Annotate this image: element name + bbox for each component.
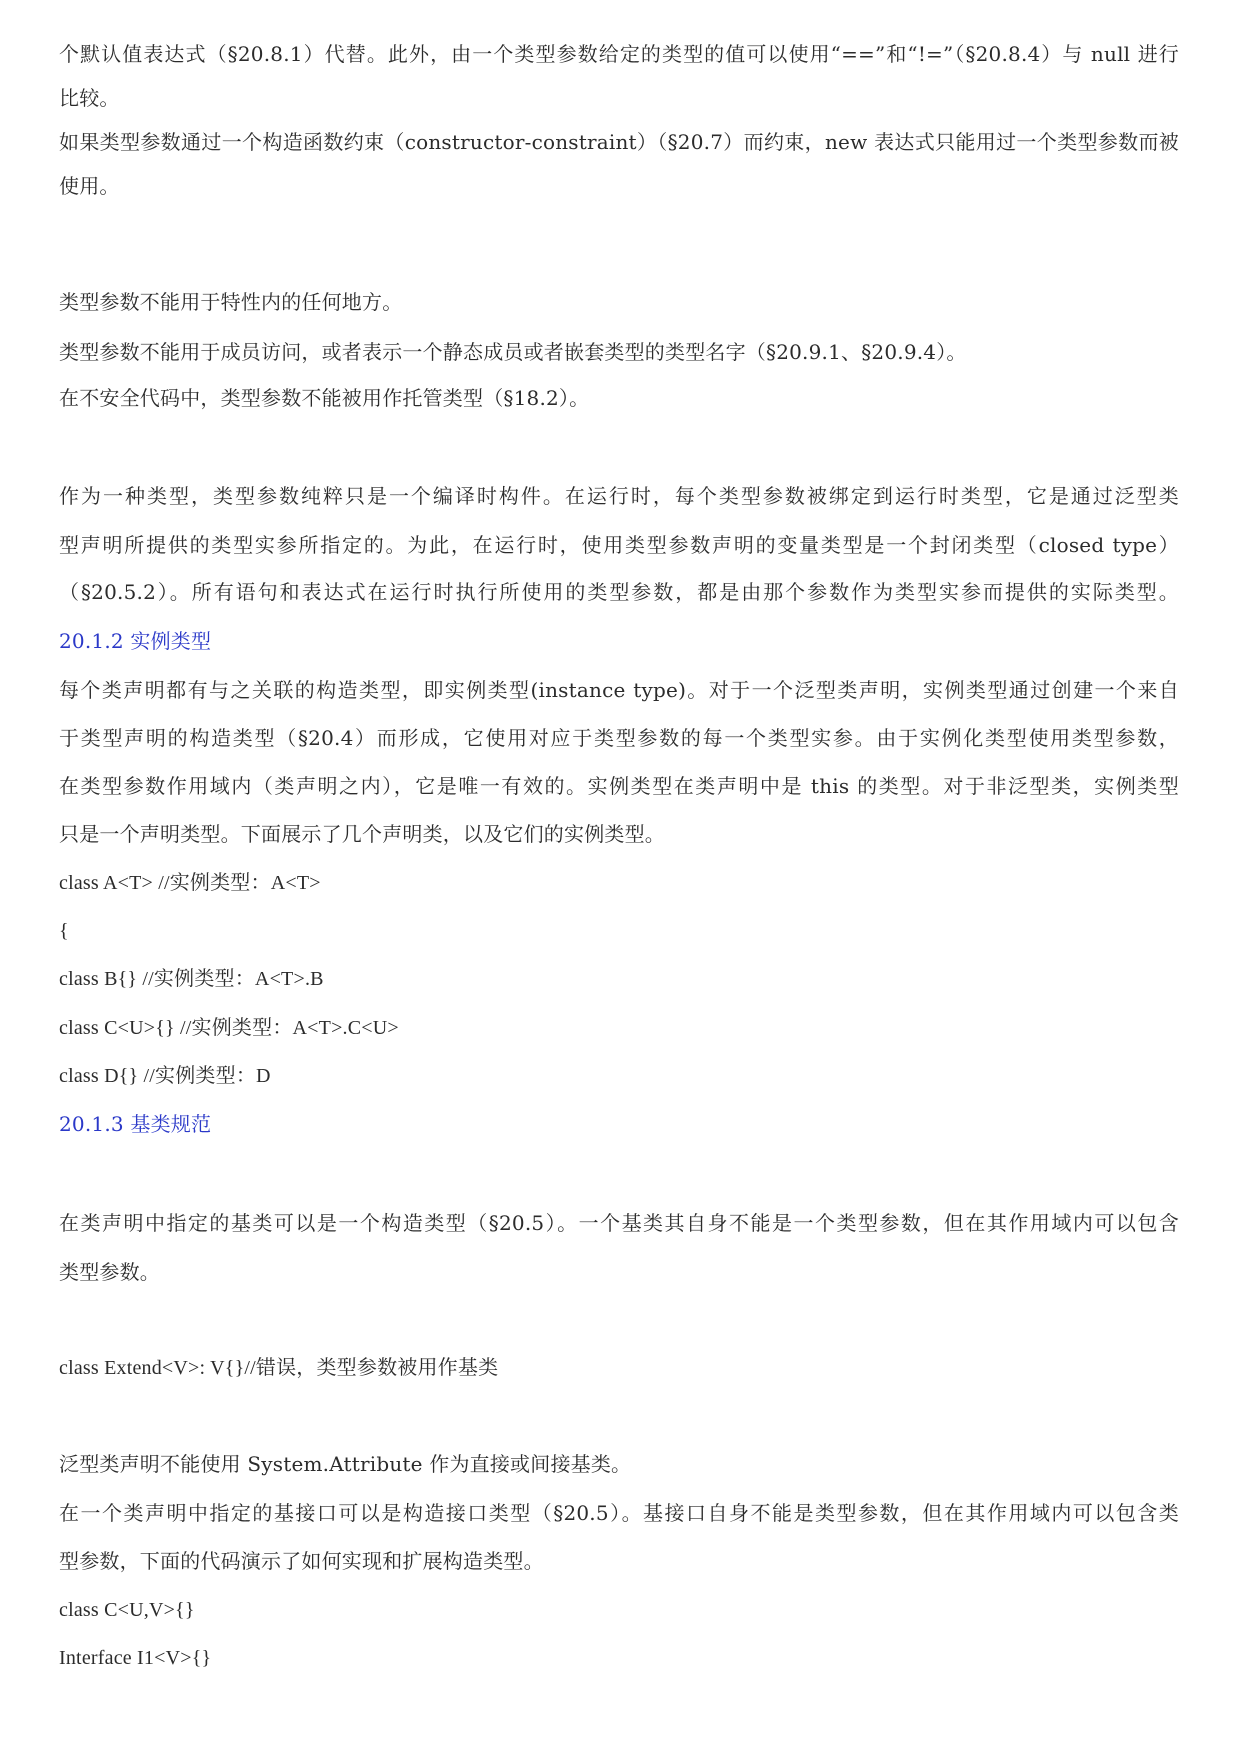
- paragraph-line: 类型参数。: [59, 1260, 160, 1284]
- code-line: class B{} //实例类型：A<T>.B: [59, 968, 324, 990]
- paragraph-line: 在类声明中指定的基类可以是一个构造类型（§20.5）。一个基类其自身不能是一个类型参数，但在其作用域内可以包含: [59, 1211, 1179, 1235]
- code-line: class C<U,V>{}: [59, 1599, 195, 1621]
- paragraph-line: 只是一个声明类型。下面展示了几个声明类，以及它们的实例类型。: [59, 822, 665, 846]
- paragraph-line: 类型参数不能用于成员访问，或者表示一个静态成员或者嵌套类型的类型名字（§20.9.1、§20.9.4）。: [59, 340, 967, 364]
- paragraph-line: 泛型类声明不能使用 System.Attribute 作为直接或间接基类。: [59, 1452, 632, 1476]
- paragraph-line: 类型参数不能用于特性内的任何地方。: [59, 290, 403, 314]
- paragraph-line: 在一个类声明中指定的基接口可以是构造接口类型（§20.5）。基接口自身不能是类型参数，但在其作用域内可以包含类: [59, 1501, 1179, 1525]
- paragraph-line: 在类型参数作用域内（类声明之内），它是唯一有效的。实例类型在类声明中是 this 的类型。对于非泛型类，实例类型: [59, 774, 1179, 798]
- code-line: {: [59, 920, 69, 942]
- paragraph-line: 在不安全代码中，类型参数不能被用作托管类型（§18.2）。: [59, 386, 590, 410]
- paragraph-line: 如果类型参数通过一个构造函数约束（constructor-constraint）（§20.7）而约束，new 表达式只能用过一个类型参数而被: [59, 130, 1179, 154]
- code-line: class C<U>{} //实例类型：A<T>.C<U>: [59, 1017, 399, 1039]
- section-heading-instance-type: 20.1.2 实例类型: [59, 629, 212, 653]
- paragraph-line: 个默认值表达式（§20.8.1）代替。此外，由一个类型参数给定的类型的值可以使用“==”和“!=”（§20.8.4）与 null 进行: [59, 42, 1179, 66]
- code-line: Interface I1<V>{}: [59, 1647, 212, 1669]
- paragraph-line: 于类型声明的构造类型（§20.4）而形成，它使用对应于类型参数的每一个类型实参。由于实例化类型使用类型参数，: [59, 726, 1179, 750]
- paragraph-line: 作为一种类型，类型参数纯粹只是一个编译时构件。在运行时，每个类型参数被绑定到运行时类型，它是通过泛型类: [59, 484, 1179, 508]
- paragraph-line: 型参数，下面的代码演示了如何实现和扩展构造类型。: [59, 1549, 544, 1573]
- paragraph-line: 使用。: [59, 174, 120, 198]
- section-heading-base-class: 20.1.3 基类规范: [59, 1112, 212, 1136]
- paragraph-line: 每个类声明都有与之关联的构造类型，即实例类型(instance type)。对于一个泛型类声明，实例类型通过创建一个来自: [59, 678, 1179, 702]
- paragraph-line: 型声明所提供的类型实参所指定的。为此，在运行时，使用类型参数声明的变量类型是一个封闭类型（closed type）: [59, 533, 1179, 557]
- code-line: class D{} //实例类型：D: [59, 1065, 271, 1087]
- code-line: class A<T> //实例类型：A<T>: [59, 872, 321, 894]
- paragraph-line: 比较。: [59, 86, 120, 110]
- paragraph-line: （§20.5.2）。所有语句和表达式在运行时执行所使用的类型参数，都是由那个参数作为类型实参而提供的实际类型。: [59, 580, 1179, 604]
- code-line: class Extend<V>: V{}//错误，类型参数被用作基类: [59, 1357, 499, 1379]
